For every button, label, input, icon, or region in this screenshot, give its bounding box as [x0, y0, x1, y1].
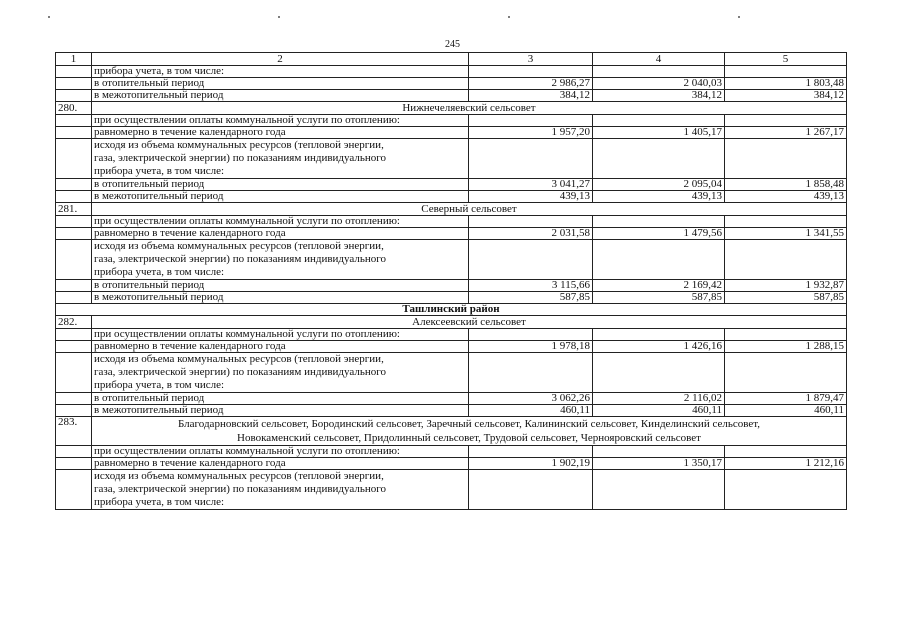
- row-index: [56, 341, 92, 353]
- value-col-3: [469, 66, 593, 78]
- row-index: [56, 405, 92, 417]
- row-index: [56, 446, 92, 458]
- scan-dot: [278, 16, 280, 18]
- table-row: [56, 115, 847, 127]
- section-number: 281.: [56, 203, 92, 216]
- table-row: [56, 393, 847, 405]
- row-index: [56, 179, 92, 191]
- value-col-5: 384,12: [725, 90, 847, 102]
- row-label-multiline: [92, 139, 469, 179]
- value-col-3: [469, 470, 593, 510]
- value-col-3: 3 041,27: [469, 179, 593, 191]
- value-col-5: 1 803,48: [725, 78, 847, 90]
- column-number-row: [56, 53, 847, 66]
- section-number: 282.: [56, 316, 92, 329]
- section-title-line: Благодарновский сельсовет, Бородинский сельсовет, Заречный сельсовет, Калининский сельсовет, Кинделинский сельсовет,: [178, 418, 760, 430]
- table-row: [56, 280, 847, 292]
- label-line: прибора учета, в том числе:: [94, 379, 225, 391]
- row-index: [56, 393, 92, 405]
- value-col-4: 1 426,16: [593, 341, 725, 353]
- value-col-3: 1 902,19: [469, 458, 593, 470]
- value-col-3: 1 978,18: [469, 341, 593, 353]
- value-col-4: 2 169,42: [593, 280, 725, 292]
- value-col-4: 2 095,04: [593, 179, 725, 191]
- table-row: [56, 329, 847, 341]
- value-col-3: 3 115,66: [469, 280, 593, 292]
- value-col-5: 1 932,87: [725, 280, 847, 292]
- section-row: [56, 102, 847, 115]
- row-index: [56, 127, 92, 139]
- value-col-5: [725, 139, 847, 179]
- section-title: [92, 417, 847, 446]
- row-index: [56, 90, 92, 102]
- table-row: [56, 446, 847, 458]
- row-label: равномерно в течение календарного года: [92, 341, 469, 353]
- row-label: в межотопительный период: [92, 90, 469, 102]
- value-col-5: [725, 353, 847, 393]
- value-col-3: [469, 240, 593, 280]
- row-label: в межотопительный период: [92, 191, 469, 203]
- row-label: равномерно в течение календарного года: [92, 228, 469, 240]
- row-index: [56, 216, 92, 228]
- value-col-4: 1 350,17: [593, 458, 725, 470]
- row-label: равномерно в течение календарного года: [92, 127, 469, 139]
- row-label: прибора учета, в том числе:: [92, 66, 469, 78]
- row-label-multiline: [92, 240, 469, 280]
- row-index: [56, 353, 92, 393]
- row-index: [56, 191, 92, 203]
- label-line: прибора учета, в том числе:: [94, 496, 225, 508]
- value-col-4: 587,85: [593, 292, 725, 304]
- row-label-multiline: [92, 353, 469, 393]
- value-col-4: [593, 240, 725, 280]
- value-col-3: 1 957,20: [469, 127, 593, 139]
- value-col-4: [593, 115, 725, 127]
- table-row: [56, 458, 847, 470]
- value-col-5: 1 341,55: [725, 228, 847, 240]
- value-col-4: 460,11: [593, 405, 725, 417]
- column-number: 5: [725, 53, 847, 66]
- value-col-4: [593, 353, 725, 393]
- district-title: Ташлинский район: [56, 304, 847, 316]
- page-number: 245: [445, 39, 460, 50]
- table-row: [56, 292, 847, 304]
- value-col-3: 439,13: [469, 191, 593, 203]
- value-col-5: 587,85: [725, 292, 847, 304]
- table-row-multiline: [56, 139, 847, 179]
- column-number: 1: [56, 53, 92, 66]
- value-col-4: 439,13: [593, 191, 725, 203]
- row-index: [56, 280, 92, 292]
- value-col-4: [593, 470, 725, 510]
- column-number: 3: [469, 53, 593, 66]
- row-label: при осуществлении оплаты коммунальной услуги по отоплению:: [92, 115, 469, 127]
- label-line: газа, электрической энергии) по показаниям индивидуального: [94, 366, 386, 378]
- value-col-5: 460,11: [725, 405, 847, 417]
- table-row: [56, 216, 847, 228]
- value-col-3: [469, 216, 593, 228]
- value-col-5: 439,13: [725, 191, 847, 203]
- section-number: 280.: [56, 102, 92, 115]
- tariff-table: [55, 52, 847, 510]
- row-index: [56, 458, 92, 470]
- value-col-4: [593, 139, 725, 179]
- row-index: [56, 470, 92, 510]
- district-row: [56, 304, 847, 316]
- value-col-3: [469, 115, 593, 127]
- value-col-4: 384,12: [593, 90, 725, 102]
- table-row-multiline: [56, 470, 847, 510]
- table-row: [56, 341, 847, 353]
- label-line: прибора учета, в том числе:: [94, 165, 225, 177]
- value-col-4: 1 405,17: [593, 127, 725, 139]
- section-row: [56, 316, 847, 329]
- label-line: газа, электрической энергии) по показаниям индивидуального: [94, 483, 386, 495]
- table-row: [56, 90, 847, 102]
- value-col-3: 587,85: [469, 292, 593, 304]
- row-label: в отопительный период: [92, 280, 469, 292]
- column-number: 2: [92, 53, 469, 66]
- label-line: газа, электрической энергии) по показаниям индивидуального: [94, 253, 386, 265]
- row-index: [56, 240, 92, 280]
- row-index: [56, 78, 92, 90]
- value-col-3: 3 062,26: [469, 393, 593, 405]
- table-row: [56, 127, 847, 139]
- row-label: в отопительный период: [92, 393, 469, 405]
- value-col-5: [725, 446, 847, 458]
- row-index: [56, 292, 92, 304]
- value-col-5: [725, 329, 847, 341]
- scan-dot: [508, 16, 510, 18]
- value-col-3: [469, 139, 593, 179]
- row-label: при осуществлении оплаты коммунальной услуги по отоплению:: [92, 446, 469, 458]
- label-line: прибора учета, в том числе:: [94, 266, 225, 278]
- row-index: [56, 228, 92, 240]
- value-col-4: [593, 66, 725, 78]
- row-label: в отопительный период: [92, 179, 469, 191]
- value-col-5: 1 212,16: [725, 458, 847, 470]
- value-col-3: 460,11: [469, 405, 593, 417]
- label-line: исходя из объема коммунальных ресурсов (тепловой энергии,: [94, 240, 384, 252]
- column-number: 4: [593, 53, 725, 66]
- value-col-3: 2 986,27: [469, 78, 593, 90]
- row-label-multiline: [92, 470, 469, 510]
- section-title: Алексеевский сельсовет: [92, 316, 847, 329]
- label-line: исходя из объема коммунальных ресурсов (тепловой энергии,: [94, 139, 384, 151]
- table-row: [56, 66, 847, 78]
- row-label: при осуществлении оплаты коммунальной услуги по отоплению:: [92, 329, 469, 341]
- value-col-4: [593, 446, 725, 458]
- section-number: 283.: [56, 417, 92, 446]
- row-label: в межотопительный период: [92, 292, 469, 304]
- section-title: Северный сельсовет: [92, 203, 847, 216]
- table-row-multiline: [56, 240, 847, 280]
- label-line: газа, электрической энергии) по показаниям индивидуального: [94, 152, 386, 164]
- row-label: в отопительный период: [92, 78, 469, 90]
- row-label: равномерно в течение календарного года: [92, 458, 469, 470]
- section-row: [56, 417, 847, 446]
- value-col-3: [469, 446, 593, 458]
- value-col-5: [725, 216, 847, 228]
- table-row: [56, 191, 847, 203]
- row-index: [56, 115, 92, 127]
- value-col-5: [725, 240, 847, 280]
- row-index: [56, 329, 92, 341]
- row-index: [56, 66, 92, 78]
- value-col-5: 1 267,17: [725, 127, 847, 139]
- value-col-5: [725, 66, 847, 78]
- table-row: [56, 405, 847, 417]
- table-row-multiline: [56, 353, 847, 393]
- scan-dot: [48, 16, 50, 18]
- section-title: Нижнечеляевский сельсовет: [92, 102, 847, 115]
- row-label: в межотопительный период: [92, 405, 469, 417]
- section-title-line: Новокаменский сельсовет, Придолинный сельсовет, Трудовой сельсовет, Чернояровский сельсовет: [237, 432, 701, 444]
- value-col-3: 2 031,58: [469, 228, 593, 240]
- value-col-4: 2 116,02: [593, 393, 725, 405]
- value-col-4: 2 040,03: [593, 78, 725, 90]
- value-col-5: [725, 470, 847, 510]
- value-col-4: [593, 329, 725, 341]
- value-col-4: 1 479,56: [593, 228, 725, 240]
- section-row: [56, 203, 847, 216]
- value-col-4: [593, 216, 725, 228]
- label-line: исходя из объема коммунальных ресурсов (тепловой энергии,: [94, 353, 384, 365]
- row-label: при осуществлении оплаты коммунальной услуги по отоплению:: [92, 216, 469, 228]
- value-col-5: 1 288,15: [725, 341, 847, 353]
- value-col-5: 1 879,47: [725, 393, 847, 405]
- label-line: исходя из объема коммунальных ресурсов (тепловой энергии,: [94, 470, 384, 482]
- scan-dot: [738, 16, 740, 18]
- table-row: [56, 228, 847, 240]
- table-row: [56, 179, 847, 191]
- table-row: [56, 78, 847, 90]
- value-col-5: 1 858,48: [725, 179, 847, 191]
- row-index: [56, 139, 92, 179]
- value-col-3: [469, 353, 593, 393]
- scan-dots: [0, 16, 905, 22]
- value-col-3: 384,12: [469, 90, 593, 102]
- value-col-3: [469, 329, 593, 341]
- value-col-5: [725, 115, 847, 127]
